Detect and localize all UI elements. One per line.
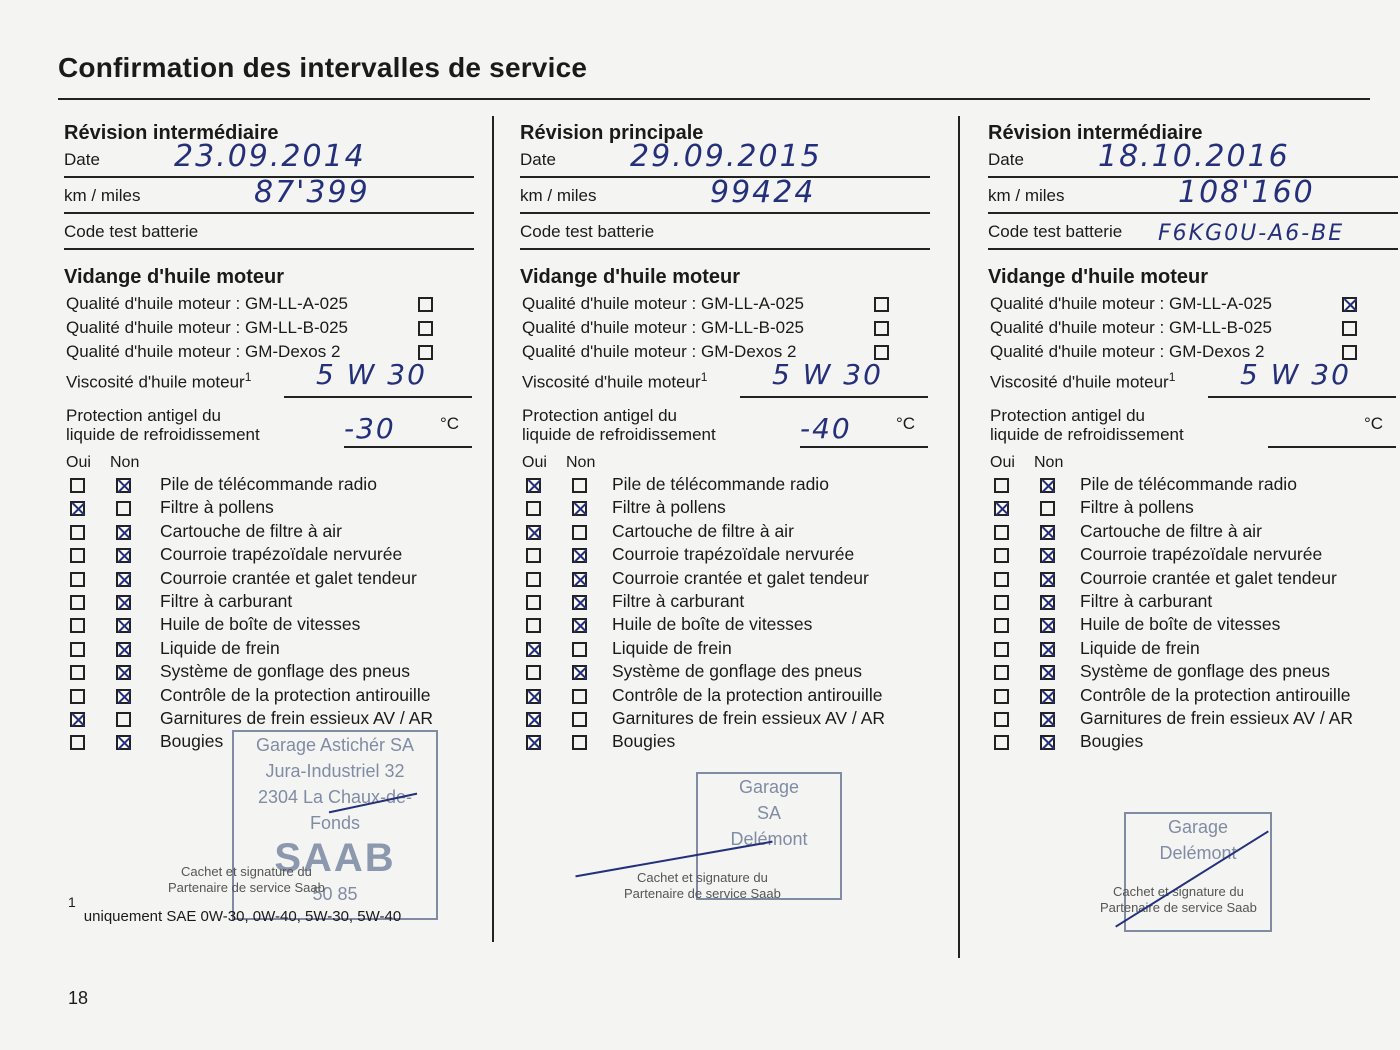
- service-row: [982, 731, 1400, 755]
- page-number: 18: [68, 988, 89, 1008]
- service-label: Pile de télécommande radio: [612, 474, 829, 494]
- service-column-2: [514, 118, 934, 958]
- service-label: Cartouche de filtre à air: [1080, 520, 1262, 541]
- non-checkbox[interactable]: [1040, 735, 1055, 750]
- non-checkbox[interactable]: [1040, 501, 1055, 516]
- service-label: Cartouche de filtre à air: [612, 520, 794, 541]
- service-label: Contrôle de la protection antirouille: [160, 684, 431, 705]
- viscosity-underline: [284, 396, 472, 398]
- oui-checkbox[interactable]: [70, 689, 85, 704]
- service-label: Filtre à carburant: [612, 591, 745, 611]
- antifreeze-label: [522, 406, 716, 444]
- oil-quality-label: Qualité d'huile moteur : GM-Dexos 2: [66, 342, 341, 361]
- service-label: Liquide de frein: [612, 637, 732, 658]
- stamp-address-1: SA: [756, 803, 781, 823]
- service-label: Huile de boîte de vitesses: [612, 614, 813, 635]
- antifreeze-value: -40: [800, 412, 852, 445]
- service-label: Courroie trapézoïdale nervurée: [160, 544, 403, 565]
- oui-header: Oui: [66, 454, 91, 471]
- oui-checkbox[interactable]: [526, 548, 541, 563]
- km-field-row: [520, 175, 930, 214]
- celsius-unit: °C: [896, 414, 916, 433]
- non-checkbox[interactable]: [1040, 478, 1055, 493]
- service-label: Contrôle de la protection antirouille: [1080, 684, 1351, 705]
- oui-checkbox[interactable]: [70, 525, 85, 540]
- oil-quality-label: Qualité d'huile moteur : GM-LL-B-025: [522, 318, 804, 337]
- service-row: [58, 544, 478, 568]
- service-row: [514, 568, 934, 592]
- service-row: [58, 661, 478, 685]
- service-label: Garnitures de frein essieux AV / AR: [160, 708, 434, 728]
- service-label: Système de gonflage des pneus: [160, 661, 411, 682]
- oui-checkbox[interactable]: [526, 618, 541, 633]
- antifreeze-label-line1: Protection antigel du: [522, 406, 677, 425]
- service-column-3: [982, 118, 1400, 958]
- oui-checkbox[interactable]: [526, 478, 541, 493]
- antifreeze-underline: [344, 446, 472, 448]
- service-label: Pile de télécommande radio: [160, 474, 377, 494]
- non-checkbox[interactable]: [572, 712, 587, 727]
- oui-checkbox[interactable]: [994, 572, 1009, 587]
- service-label: Courroie crantée et galet tendeur: [1080, 567, 1337, 588]
- service-row: [514, 474, 934, 498]
- date-field-row: [988, 139, 1398, 178]
- revision-title: Révision principale: [520, 122, 704, 144]
- cachet-line2: Partenaire de service Saab: [1100, 900, 1257, 915]
- oil-section-title: Vidange d'huile moteur: [520, 266, 740, 288]
- cachet-line2: Partenaire de service Saab: [168, 880, 325, 895]
- non-checkbox[interactable]: [116, 595, 131, 610]
- non-checkbox[interactable]: [572, 478, 587, 493]
- oui-checkbox[interactable]: [994, 595, 1009, 610]
- service-row: [982, 708, 1400, 732]
- stamp-address-2: 2304 La Chaux-de-Fonds: [257, 787, 413, 833]
- service-row: [58, 708, 478, 732]
- non-checkbox[interactable]: [1040, 525, 1055, 540]
- oui-checkbox[interactable]: [994, 618, 1009, 633]
- celsius-unit: °C: [1364, 414, 1384, 433]
- stamp-address-2: Delémont: [730, 829, 808, 849]
- service-column-1: [58, 118, 478, 958]
- service-label: Liquide de frein: [160, 637, 280, 658]
- cachet-line1: Cachet et signature du: [637, 870, 768, 885]
- non-header: Non: [1034, 454, 1064, 471]
- viscosity-underline: [1208, 396, 1396, 398]
- column-separator: [492, 116, 494, 942]
- antifreeze-label-line2: liquide de refroidissement: [522, 425, 716, 444]
- km-value: 108'160: [1178, 175, 1315, 210]
- oil-quality-checkbox[interactable]: [874, 297, 889, 312]
- non-checkbox[interactable]: [116, 572, 131, 587]
- service-label: Liquide de frein: [1080, 637, 1200, 658]
- service-row: [514, 685, 934, 709]
- service-row: [58, 614, 478, 638]
- non-checkbox[interactable]: [1040, 712, 1055, 727]
- non-checkbox[interactable]: [116, 735, 131, 750]
- cachet-line1: Cachet et signature du: [1113, 884, 1244, 899]
- column-separator: [958, 116, 960, 958]
- service-row: [982, 497, 1400, 521]
- non-checkbox[interactable]: [572, 642, 587, 657]
- service-row: [982, 638, 1400, 662]
- oil-quality-checkbox[interactable]: [1342, 321, 1357, 336]
- oui-checkbox[interactable]: [70, 665, 85, 680]
- battery-label: Code test batterie: [64, 222, 199, 241]
- non-checkbox[interactable]: [572, 665, 587, 680]
- antifreeze-label-line1: Protection antigel du: [66, 406, 221, 425]
- revision-title: Révision intermédiaire: [64, 122, 279, 144]
- oui-checkbox[interactable]: [70, 712, 85, 727]
- non-checkbox[interactable]: [572, 548, 587, 563]
- service-label: Système de gonflage des pneus: [1080, 661, 1331, 682]
- service-label: Bougies: [1080, 731, 1144, 752]
- service-row: [58, 591, 478, 615]
- service-row: [514, 661, 934, 685]
- service-row: [58, 521, 478, 545]
- cachet-caption: [624, 870, 781, 902]
- cachet-line2: Partenaire de service Saab: [624, 886, 781, 901]
- oil-quality-label: Qualité d'huile moteur : GM-LL-B-025: [66, 318, 348, 337]
- km-value: 87'399: [254, 175, 370, 210]
- service-row: [514, 591, 934, 615]
- oui-checkbox[interactable]: [526, 642, 541, 657]
- service-label: Huile de boîte de vitesses: [160, 614, 361, 635]
- oui-checkbox[interactable]: [994, 525, 1009, 540]
- oil-quality-checkbox[interactable]: [418, 297, 433, 312]
- revision-title: Révision intermédiaire: [988, 122, 1203, 144]
- oil-quality-label: Qualité d'huile moteur : GM-LL-A-025: [66, 294, 348, 313]
- non-checkbox[interactable]: [116, 712, 131, 727]
- non-checkbox[interactable]: [572, 595, 587, 610]
- viscosity-text: Viscosité d'huile moteur: [990, 372, 1169, 392]
- battery-field-row: [64, 214, 474, 250]
- km-field-row: [64, 175, 474, 214]
- oui-checkbox[interactable]: [994, 501, 1009, 516]
- viscosity-value: 5 W 30: [316, 358, 427, 391]
- km-label: km / miles: [520, 186, 597, 205]
- cachet-caption: [1100, 884, 1257, 916]
- non-checkbox[interactable]: [1040, 548, 1055, 563]
- non-checkbox[interactable]: [572, 572, 587, 587]
- service-label: Courroie crantée et galet tendeur: [612, 567, 869, 588]
- service-row: [514, 731, 934, 755]
- oui-checkbox[interactable]: [994, 642, 1009, 657]
- antifreeze-value: -30: [344, 412, 396, 445]
- oui-header: Oui: [990, 454, 1015, 471]
- oui-checkbox[interactable]: [70, 618, 85, 633]
- oui-checkbox[interactable]: [526, 665, 541, 680]
- stamp-name: Garage: [738, 777, 800, 797]
- service-row: [982, 685, 1400, 709]
- service-label: Contrôle de la protection antirouille: [612, 684, 883, 705]
- celsius-unit: °C: [440, 414, 460, 433]
- oui-checkbox[interactable]: [994, 689, 1009, 704]
- date-value: 29.09.2015: [630, 139, 822, 174]
- oil-quality-label: Qualité d'huile moteur : GM-LL-A-025: [990, 294, 1272, 313]
- service-label: Bougies: [160, 731, 224, 752]
- non-checkbox[interactable]: [572, 618, 587, 633]
- antifreeze-underline: [1268, 446, 1396, 448]
- viscosity-underline: [740, 396, 928, 398]
- service-row: [982, 661, 1400, 685]
- service-row: [514, 544, 934, 568]
- oui-checkbox[interactable]: [994, 712, 1009, 727]
- service-row: [982, 591, 1400, 615]
- battery-label: Code test batterie: [988, 222, 1123, 241]
- oui-checkbox[interactable]: [70, 595, 85, 610]
- oil-quality-label: Qualité d'huile moteur : GM-Dexos 2: [522, 342, 797, 361]
- antifreeze-label-line2: liquide de refroidissement: [990, 425, 1184, 444]
- non-checkbox[interactable]: [116, 525, 131, 540]
- non-checkbox[interactable]: [1040, 572, 1055, 587]
- battery-label: Code test batterie: [520, 222, 655, 241]
- viscosity-footnote-marker: 1: [700, 370, 708, 384]
- oui-checkbox[interactable]: [526, 525, 541, 540]
- date-field-row: [64, 139, 474, 178]
- service-label: Huile de boîte de vitesses: [1080, 614, 1281, 635]
- service-label: Bougies: [612, 731, 676, 752]
- non-checkbox[interactable]: [116, 501, 131, 516]
- viscosity-text: Viscosité d'huile moteur: [66, 372, 245, 392]
- service-row: [58, 474, 478, 498]
- service-row: [982, 544, 1400, 568]
- non-header: Non: [110, 454, 140, 471]
- oui-checkbox[interactable]: [526, 572, 541, 587]
- service-label: Garnitures de frein essieux AV / AR: [612, 708, 886, 728]
- stamp-name: Garage Astichér SA: [255, 735, 415, 755]
- date-label: Date: [520, 150, 556, 169]
- oui-checkbox[interactable]: [70, 501, 85, 516]
- oui-checkbox[interactable]: [994, 735, 1009, 750]
- antifreeze-underline: [800, 446, 928, 448]
- oui-checkbox[interactable]: [526, 712, 541, 727]
- oui-checkbox[interactable]: [70, 572, 85, 587]
- non-header: Non: [566, 454, 596, 471]
- date-label: Date: [64, 150, 100, 169]
- non-checkbox[interactable]: [572, 689, 587, 704]
- antifreeze-label: [990, 406, 1184, 444]
- service-label: Courroie crantée et galet tendeur: [160, 567, 417, 588]
- service-label: Filtre à carburant: [160, 591, 293, 611]
- battery-field-row: [988, 214, 1398, 250]
- service-row: [58, 497, 478, 521]
- viscosity-footnote-marker: 1: [244, 370, 252, 384]
- service-label: Filtre à pollens: [160, 497, 274, 518]
- service-label: Pile de télécommande radio: [1080, 474, 1297, 494]
- oui-checkbox[interactable]: [526, 735, 541, 750]
- stamp-phone: 50 85: [312, 884, 358, 904]
- viscosity-value: 5 W 30: [772, 358, 883, 391]
- service-row: [514, 708, 934, 732]
- service-label: Filtre à pollens: [612, 497, 726, 518]
- service-row: [514, 614, 934, 638]
- cachet-caption: [168, 864, 325, 896]
- date-value: 23.09.2014: [174, 139, 366, 174]
- non-checkbox[interactable]: [572, 501, 587, 516]
- service-label: Filtre à pollens: [1080, 497, 1194, 518]
- stamp-address-2: Delémont: [1159, 843, 1237, 863]
- service-label: Courroie trapézoïdale nervurée: [1080, 544, 1323, 565]
- antifreeze-label-line2: liquide de refroidissement: [66, 425, 260, 444]
- oui-header: Oui: [522, 454, 547, 471]
- battery-value: F6KG0U-A6-BE: [1158, 221, 1345, 246]
- viscosity-footnote-marker: 1: [1168, 370, 1176, 384]
- service-row: [58, 685, 478, 709]
- non-checkbox[interactable]: [572, 525, 587, 540]
- battery-field-row: [520, 214, 930, 250]
- non-checkbox[interactable]: [116, 478, 131, 493]
- non-checkbox[interactable]: [1040, 642, 1055, 657]
- non-checkbox[interactable]: [116, 642, 131, 657]
- oui-checkbox[interactable]: [70, 642, 85, 657]
- stamp-address-1: Jura-Industriel 32: [265, 761, 405, 781]
- footnote-text: uniquement SAE 0W-30, 0W-40, 5W-30, 5W-40: [83, 908, 402, 925]
- non-checkbox[interactable]: [1040, 618, 1055, 633]
- date-label: Date: [988, 150, 1024, 169]
- service-label: Cartouche de filtre à air: [160, 520, 342, 541]
- oui-checkbox[interactable]: [526, 595, 541, 610]
- oil-quality-checkbox[interactable]: [1342, 297, 1357, 312]
- footnote-marker: 1: [68, 894, 76, 910]
- non-checkbox[interactable]: [1040, 689, 1055, 704]
- oui-checkbox[interactable]: [994, 548, 1009, 563]
- oui-checkbox[interactable]: [70, 478, 85, 493]
- antifreeze-label: [66, 406, 260, 444]
- non-checkbox[interactable]: [116, 548, 131, 563]
- oil-quality-label: Qualité d'huile moteur : GM-LL-A-025: [522, 294, 804, 313]
- km-label: km / miles: [988, 186, 1065, 205]
- km-field-row: [988, 175, 1398, 214]
- date-value: 18.10.2016: [1098, 139, 1290, 174]
- oil-quality-label: Qualité d'huile moteur : GM-Dexos 2: [990, 342, 1265, 361]
- viscosity-value: 5 W 30: [1240, 358, 1351, 391]
- service-label: Garnitures de frein essieux AV / AR: [1080, 708, 1354, 728]
- non-checkbox[interactable]: [1040, 665, 1055, 680]
- service-row: [982, 521, 1400, 545]
- page-title: Confirmation des intervalles de service: [58, 52, 588, 83]
- service-row: [514, 521, 934, 545]
- service-label: Système de gonflage des pneus: [612, 661, 863, 682]
- cachet-line1: Cachet et signature du: [181, 864, 312, 879]
- service-row: [58, 638, 478, 662]
- antifreeze-label-line1: Protection antigel du: [990, 406, 1145, 425]
- oil-section-title: Vidange d'huile moteur: [988, 266, 1208, 288]
- service-row: [982, 614, 1400, 638]
- non-checkbox[interactable]: [572, 735, 587, 750]
- oil-quality-label: Qualité d'huile moteur : GM-LL-B-025: [990, 318, 1272, 337]
- oui-checkbox[interactable]: [70, 548, 85, 563]
- non-checkbox[interactable]: [1040, 595, 1055, 610]
- oui-checkbox[interactable]: [994, 478, 1009, 493]
- oui-checkbox[interactable]: [526, 501, 541, 516]
- non-checkbox[interactable]: [116, 689, 131, 704]
- non-checkbox[interactable]: [116, 665, 131, 680]
- km-label: km / miles: [64, 186, 141, 205]
- oui-checkbox[interactable]: [70, 735, 85, 750]
- service-row: [982, 474, 1400, 498]
- service-row: [514, 638, 934, 662]
- stamp-name: Garage: [1167, 817, 1229, 837]
- service-label: Courroie trapézoïdale nervurée: [612, 544, 855, 565]
- oil-quality-checkbox[interactable]: [874, 321, 889, 336]
- non-checkbox[interactable]: [116, 618, 131, 633]
- title-rule: [58, 98, 1370, 100]
- oil-section-title: Vidange d'huile moteur: [64, 266, 284, 288]
- oil-quality-checkbox[interactable]: [418, 321, 433, 336]
- oui-checkbox[interactable]: [994, 665, 1009, 680]
- viscosity-text: Viscosité d'huile moteur: [522, 372, 701, 392]
- service-row: [58, 568, 478, 592]
- oui-checkbox[interactable]: [526, 689, 541, 704]
- service-row: [514, 497, 934, 521]
- service-label: Filtre à carburant: [1080, 591, 1213, 611]
- service-row: [982, 568, 1400, 592]
- stamp-logo: SAAB: [274, 836, 396, 880]
- date-field-row: [520, 139, 930, 178]
- km-value: 99424: [710, 175, 816, 210]
